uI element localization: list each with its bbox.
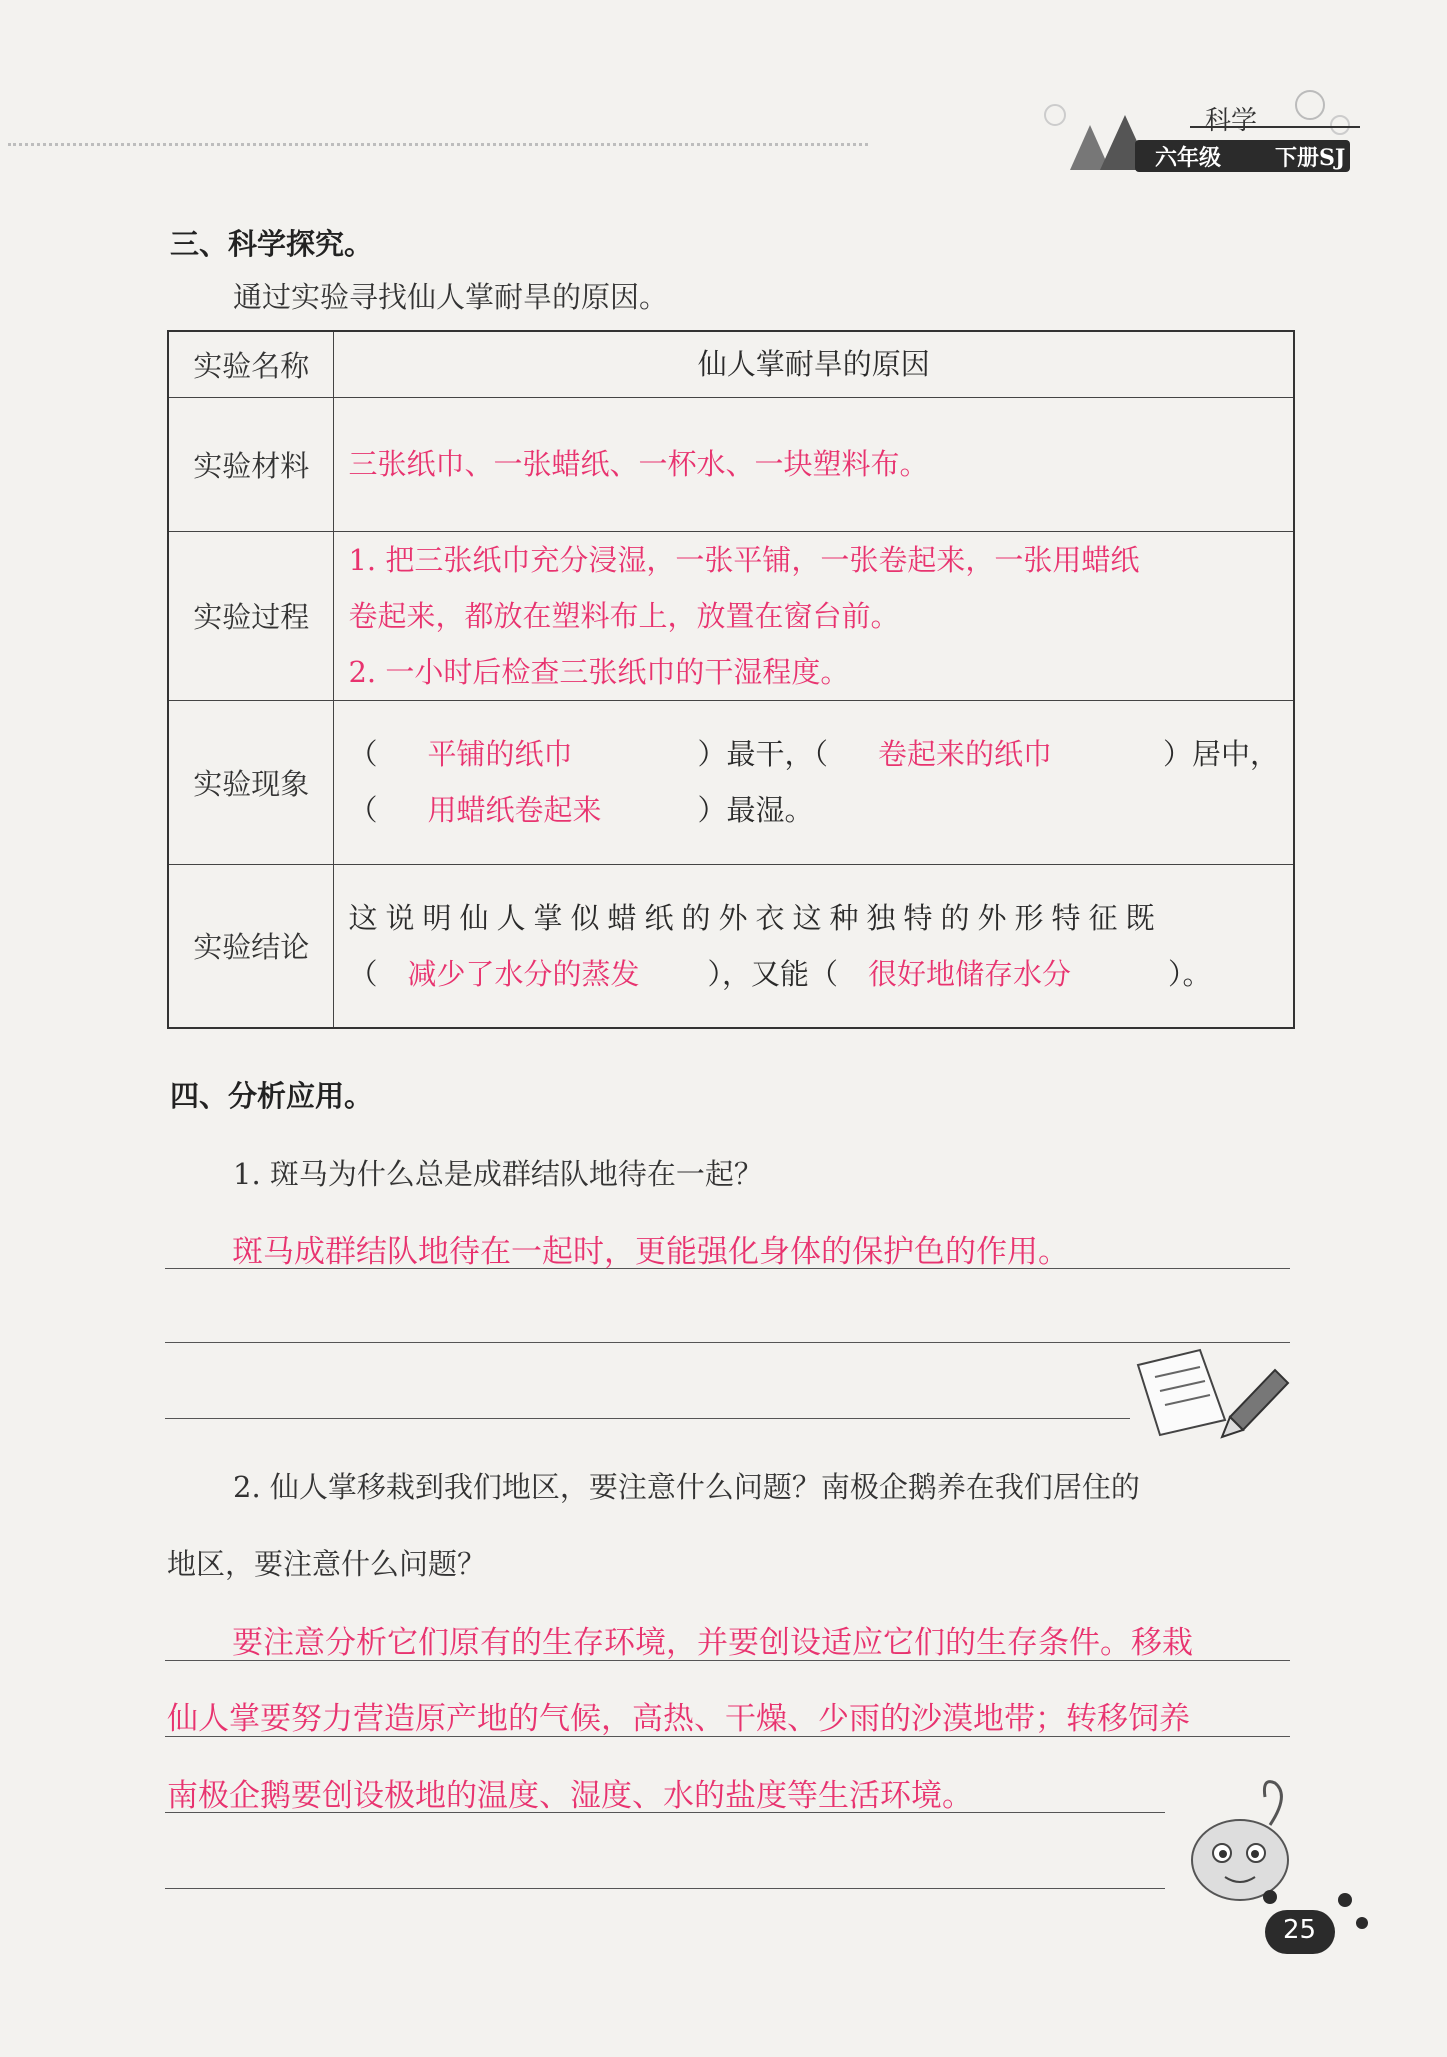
conclusion-paren: （ [348,956,378,991]
section3-title: 三、科学探究。 [170,227,374,261]
phenomenon-value [334,700,1294,864]
process-label: 实验过程 [168,531,334,700]
process-value [334,531,1294,700]
conclusion-line-1: 这说明仙人掌似蜡纸的外衣这种独特的外形特征既 [348,900,1163,935]
phenomenon-text-3: ）最湿。 [697,793,814,827]
materials-label: 实验材料 [168,397,334,531]
subject-title: 科学 [1205,106,1258,136]
conclusion-value [334,864,1294,1028]
answer-1: 斑马成群结队地待在一起时，更能强化身体的保护色的作用。 [232,1234,1069,1270]
writing-pencil-icon [1130,1345,1290,1440]
name-label: 实验名称 [168,331,334,397]
table-row [168,397,1294,531]
answer-line [165,1660,1290,1661]
phenomenon-text-1: ）最干，（ [697,737,828,771]
conclusion-text-2: ）。 [1167,956,1212,991]
phenomenon-label: 实验现象 [168,700,334,864]
phenomenon-answer-1: 平铺的纸巾 [427,737,573,771]
phenomenon-answer-3: 用蜡纸卷起来 [427,793,602,827]
phenomenon-text-2: ）居中， [1162,737,1279,771]
answer-line [165,1342,1290,1343]
question-2-line-2: 地区，要注意什么问题？ [167,1547,487,1581]
answer-line [165,1268,1290,1269]
section3-intro: 通过实验寻找仙人掌耐旱的原因。 [233,280,669,314]
materials-value: 三张纸巾、一张蜡纸、一杯水、一块塑料布。 [334,397,1294,531]
conclusion-text-1: ），又能（ [707,956,838,991]
phenomenon-answer-2: 卷起来的纸巾 [877,737,1052,771]
answer-line [165,1418,1130,1419]
answer-2-line-3: 南极企鹅要创设极地的温度、湿度、水的盐度等生活环境。 [167,1778,973,1814]
section4-title: 四、分析应用。 [170,1079,374,1113]
table-row [168,331,1294,397]
answer-line [165,1888,1165,1889]
table-row [168,700,1294,864]
page-number: 25 [1283,1915,1317,1945]
process-line-2: 卷起来，都放在塑料布上，放置在窗台前。 [348,598,900,633]
answer-line [165,1812,1165,1813]
answer-line [165,1736,1290,1737]
name-value: 仙人掌耐旱的原因 [334,331,1294,397]
conclusion-answer-1: 减少了水分的蒸发 [407,956,640,991]
process-line-1: 1. 把三张纸巾充分浸湿，一张平铺，一张卷起来，一张用蜡纸 [348,542,1140,577]
grade-label: 六年级 [1155,145,1222,171]
answer-2-line-1: 要注意分析它们原有的生存环境，并要创设适应它们的生存条件。移栽 [232,1625,1193,1661]
experiment-table [167,330,1295,1029]
question-2-line-1: 2. 仙人掌移栽到我们地区，要注意什么问题？南极企鹅养在我们居住的 [233,1470,1140,1504]
phenomenon-paren: （ [348,737,378,771]
header-dotted-rule [8,143,868,146]
question-1: 1. 斑马为什么总是成群结队地待在一起？ [233,1157,763,1191]
table-row [168,531,1294,700]
volume-label: 下册SJ [1275,145,1346,171]
process-line-3: 2. 一小时后检查三张纸巾的干湿程度。 [348,654,850,689]
conclusion-label: 实验结论 [168,864,334,1028]
table-row [168,864,1294,1028]
conclusion-answer-2: 很好地储存水分 [867,956,1071,991]
answer-2-line-2: 仙人掌要努力营造原产地的气候，高热、干燥、少雨的沙漠地带；转移饲养 [167,1701,1190,1737]
phenomenon-paren: （ [348,793,378,827]
